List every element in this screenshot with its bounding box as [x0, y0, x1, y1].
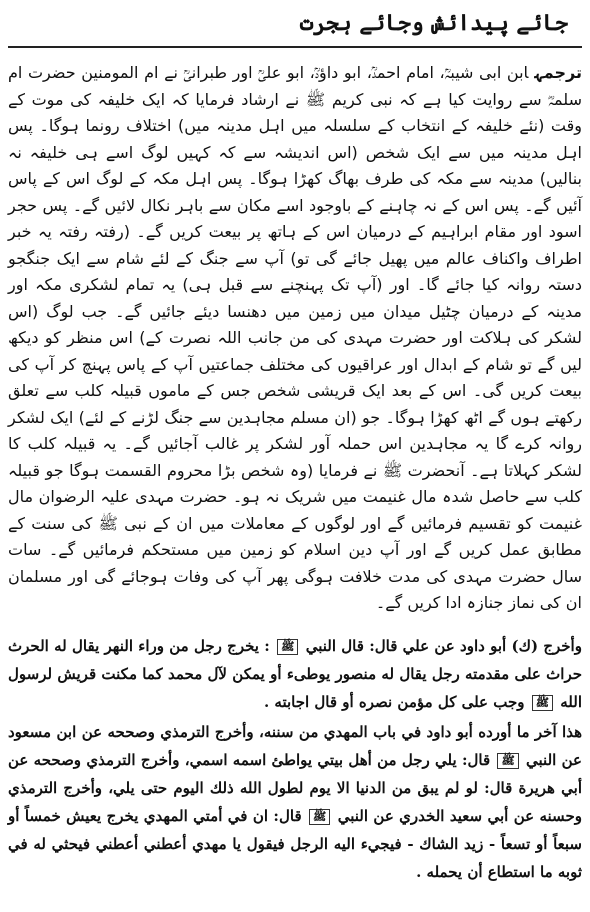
page-title: جائے پیدائش وجائے ہجرت [300, 10, 568, 36]
urdu-paragraph [8, 60, 582, 617]
translation-label: ترجمہ [534, 63, 582, 82]
arabic-paragraph-1 [8, 632, 582, 716]
arabic-paragraph-2 [8, 718, 582, 886]
urdu-translation [8, 60, 582, 617]
title-divider [8, 46, 582, 48]
arabic-text-segment: قال: يلي رجل من أهل بيتي يواطئ اسمه اسمي، وأخرج الترمذي وصححه عن أبي هريرة قال: لو لم يبق من الدنيا الا يوم لطول الله ذلك اليوم حتى يلي، وأخرج الترمذي وحسنه عن أبي سعيد الخدري عن النبي [8, 751, 582, 825]
salutation-seal-icon: ﷺ [309, 809, 330, 825]
arabic-text-segment: وجب على كل مؤمن نصره أو قال اجابته . [263, 693, 525, 711]
arabic-text-segment: قال: ان في أمتي المهدي يخرج يعيش خمساً أو سبعاً أو تسعاً - زيد الشاك - فيجيء اليه الرجل فيقول يا مهدي أعطني أعطني فيحثي له في ثوبه ما استطاع أن يحمله . [8, 807, 582, 881]
document-page [8, 4, 582, 908]
arabic-text-segment: : يخرج رجل من وراء النهر يقال له الحرث حراث على مقدمته رجل يقال له منصور يوطىء أو يمكن لآل محمد كما مكنت قريش لرسول الله [8, 637, 582, 711]
salutation-seal-icon: ﷺ [277, 639, 298, 655]
urdu-body-text: ابن ابی شیبہؒ، امام احمدؒ، ابو داؤدؒ، ابو علیؒ اور طبرانیؒ نے ام المومنین حضرت ام سلمہؓ سے روایت کیا ہے کہ نبی کریم ﷺ نے ارشاد فرمایا کہ ایک خلیفہ کی موت کے وقت (نئے خلیفہ کے انتخاب کے سلسلہ میں اہل مدینہ میں) اختلاف رونما ہوگا۔ پس اہل مدینہ میں سے ایک شخص (اس اندیشہ سے کہ کہیں لوگ اسے ہی خلیفہ نہ بنالیں) مدینہ سے مکہ کی طرف بھاگ کھڑا ہوگا۔ پس اہل مکہ کے لوگ اس کے پاس آئیں گے۔ پس اس کے نہ چاہنے کے باوجود اسے مکان سے باہر نکال لائیں گے۔ پس حجر اسود اور مقام ابراہیم کے درمیان اس کے ہاتھ پر بیعت کریں گے۔ (رفتہ رفتہ یہ خبر اطراف واکناف عالم میں پھیل جائے گی تو) آپ سے جنگ کے لئے شام سے ایک جنگجو دستہ روانہ کیا جائے گا۔ اور (آپ تک پہنچنے سے قبل ہی) یہ تمام لشکری مکہ اور مدینہ کے درمیان چٹیل میدان میں زمین میں دھنسا دیئے جائیں گے۔ جب لوگ (اس لشکر کی ہلاکت اور حضرت مہدی کی من جانب اللہ نصرت کے) اس منظر کو دیکھ لیں گے تو شام کے ابدال اور عراقیوں کی مختلف جماعتیں آپ کے پاس پہنچ کر آپ کی بیعت کریں گی۔ اس کے بعد ایک قریشی شخص جس کے ماموں قبیلہ کلب سے تعلق رکھتے ہوں گے اٹھ کھڑا ہوگا۔ جو (ان مسلم مجاہدین سے جنگ لڑنے کے لئے) ایک لشکر روانہ کرے گا یہ مجاہدین اس حملہ آور لشکر پر غالب آجائیں گے۔ یہ قبیلہ کلب کا لشکر کہلاتا ہے۔ آنحضرت ﷺ نے فرمایا (وہ شخص بڑا محروم القسمت ہوگا جو قبیلہ کلب سے حاصل شدہ مال غنیمت میں شریک نہ ہو۔ حضرت مہدی علیہ الرضوان مال غنیمت کو تقسیم فرمائیں گے اور لوگوں کے معاملات میں ان کے نبی ﷺ کی سنت کے مطابق عمل کریں گے اور آپ دین اسلام کو زمین میں مستحکم فرمائیں گے۔ سات سال حضرت مہدی کی مدت خلافت ہوگی پھر آپ کی وفات ہوجائے گی اور مسلمان ان کی نماز جنازہ ادا کریں گے۔ [8, 63, 582, 612]
salutation-seal-icon: ﷺ [497, 753, 518, 769]
arabic-text-segment: وأخرج (ك) أبو داود عن علي قال: قال النبي [305, 637, 582, 655]
salutation-seal-icon: ﷺ [532, 695, 553, 711]
arabic-text-segment: هذا آخر ما أورده أبو داود في باب المهدي من سننه، وأخرج الترمذي وصححه عن ابن مسعود عن النبي [8, 723, 582, 769]
arabic-hadith-text [8, 632, 582, 888]
